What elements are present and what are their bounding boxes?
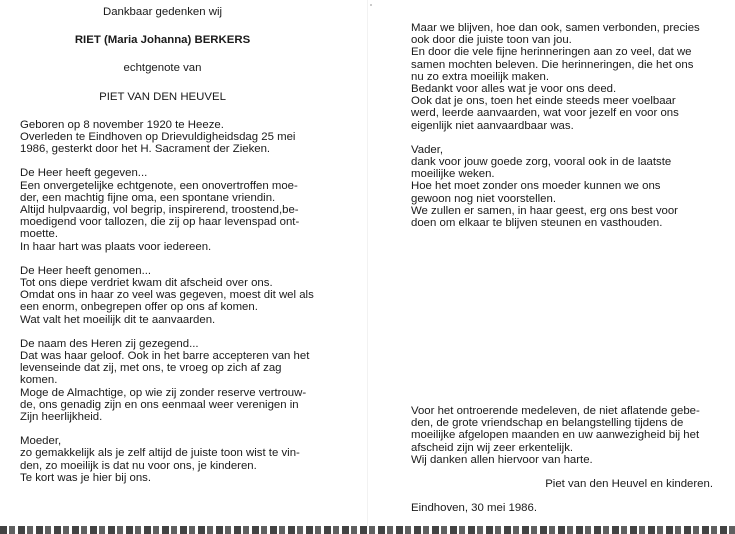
place-date: Eindhoven, 30 mei 1986.	[411, 502, 538, 515]
paragraph	[411, 22, 717, 132]
text-line: Vader,	[411, 143, 444, 156]
scan-edge	[0, 526, 735, 534]
left-text-body	[20, 118, 314, 484]
text-line: werd, leerde aanvaarden, wat voor jezelf en voor ons	[411, 107, 679, 120]
left-panel	[20, 6, 314, 484]
thanks-line: Wij danken allen hiervoor van harte.	[411, 453, 593, 466]
paragraph	[20, 119, 305, 156]
text-line: Moeder,	[20, 435, 62, 448]
text-line: Tot ons diepe verdriet kwam dit afscheid over ons.	[20, 277, 273, 290]
intro-line: Dankbaar gedenken wij	[102, 6, 223, 18]
text-line: Maar we blijven, hoe dan ook, samen verbonden, precies	[411, 22, 700, 34]
right-text-body	[411, 22, 717, 229]
text-line: levenseinde dat zij, met ons, te vroeg op zich af zag	[20, 362, 282, 375]
text-line: samen mochten beleven. Die herinneringen, die het ons	[411, 58, 694, 71]
card-header	[20, 6, 305, 103]
text-line: 1986, gesterkt door het H. Sacrament der Zieken.	[20, 143, 271, 156]
text-line: ook door die juiste toon van jou.	[411, 34, 572, 47]
right-panel	[411, 22, 717, 229]
thanks-text	[411, 405, 717, 466]
text-line: Omdat ons in haar zo veel was gegeven, moest dit wel als	[20, 289, 314, 302]
spouse-of-line: echtgenote van	[123, 62, 202, 75]
deceased-name	[20, 34, 305, 46]
text-line: Overleden te Eindhoven op Drievuldigheidsdag 25 mei	[20, 131, 296, 144]
text-line: der, een machtig fijne oma, een spontane vriendin.	[20, 191, 276, 204]
text-line: De Heer heeft genomen...	[20, 264, 152, 277]
spouse-name: PIET VAN DEN HEUVEL	[99, 90, 226, 103]
text-line: moette.	[20, 228, 58, 241]
text-line: Hoe het moet zonder ons moeder kunnen we ons	[411, 180, 661, 193]
text-line: een enorm, onbegrepen offer op ons af komen.	[20, 301, 258, 314]
text-line: De Heer heeft gegeven...	[20, 167, 148, 180]
text-line: komen.	[20, 374, 58, 387]
paragraph	[20, 337, 310, 424]
text-line: Bedankt voor alles wat je voor ons deed.	[411, 83, 617, 96]
text-line: moeilijke weken.	[411, 168, 495, 181]
paragraph	[20, 264, 314, 326]
text-line: In haar hart was plaats voor iedereen.	[20, 240, 212, 253]
paragraph	[20, 435, 305, 484]
signature: Piet van den Heuvel en kinderen.	[545, 478, 713, 491]
text-line: doen om elkaar te blijven steunen en vasthouden.	[411, 217, 663, 230]
thanks-line: afscheid zijn wij zeer erkentelijk.	[411, 441, 574, 454]
text-line: Geboren op 8 november 1920 te Heeze.	[20, 118, 224, 131]
text-line: Te kort was je hier bij ons.	[20, 471, 152, 484]
paragraph	[411, 144, 717, 229]
text-line: moedigend voor tallozen, die zij op haar levenspad ont-	[20, 216, 300, 229]
text-line: de, ons genadig zijn en ons eenmaal weer verenigen in	[20, 398, 299, 411]
text-line: Dat was haar geloof. Ook in het barre accepteren van het	[20, 350, 310, 363]
full-given-names: (Maria Johanna)	[103, 34, 192, 47]
thanks-line: den, de grote vriendschap en belangstelling tijdens de	[411, 417, 684, 430]
thanks-section	[411, 405, 717, 514]
text-line: Altijd hulpvaardig, vol begrip, inspirerend, troostend,be-	[20, 204, 299, 217]
text-line: dank voor jouw goede zorg, vooral ook in de laatste	[411, 156, 672, 169]
text-line: De naam des Heren zij gezegend...	[20, 337, 199, 350]
thanks-line: Voor het ontroerende medeleven, de niet aflatende gebe-	[411, 405, 700, 417]
text-line: En door die vele fijne herinneringen aan zo veel, dat we	[411, 46, 692, 59]
text-line: Moge de Almachtige, op wie zij zonder reserve vertrouw-	[20, 386, 307, 399]
paragraph	[20, 167, 305, 252]
text-line: Ook dat je ons, toen het einde steeds meer voelbaar	[411, 95, 676, 108]
text-line: zo gemakkelijk als je zelf altijd de juiste toon wist te vin-	[20, 447, 300, 460]
text-line: Zijn heerlijkheid.	[20, 411, 103, 424]
text-line: gewoon nog niet voorstellen.	[411, 192, 557, 205]
text-line: den, zo moeilijk is dat nu voor ons, je kinderen.	[20, 459, 257, 472]
center-fold	[367, 0, 368, 534]
first-name: RIET	[74, 34, 101, 47]
surname: BERKERS	[194, 34, 251, 47]
text-line: Wat valt het moeilijk dit te aanvaarden.	[20, 313, 216, 326]
print-speck	[370, 4, 372, 6]
text-line: eigenlijk niet aanvaardbaar was.	[411, 119, 574, 132]
text-line: Een onvergetelijke echtgenote, een onovertroffen moe-	[20, 179, 298, 192]
thanks-line: moeilijke afgelopen maanden en uw aanwezigheid bij het	[411, 429, 700, 442]
text-line: nu zo extra moeilijk maken.	[411, 70, 550, 83]
text-line: We zullen er samen, in haar geest, erg ons best voor	[411, 204, 678, 217]
